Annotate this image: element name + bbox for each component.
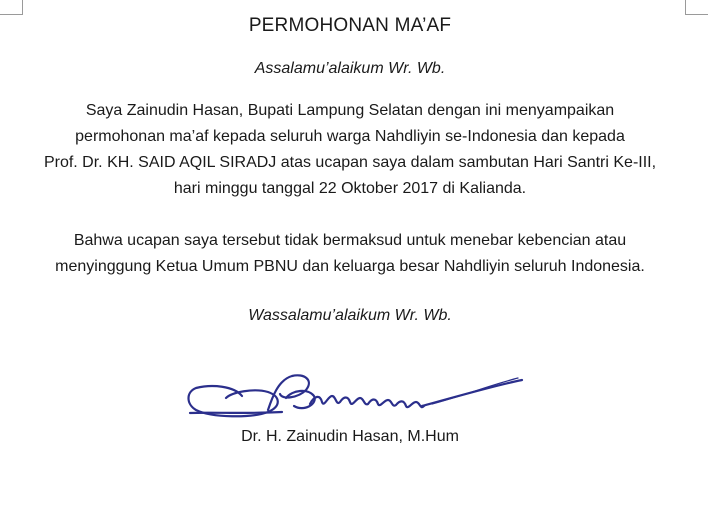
paragraph-line: menyinggung Ketua Umum PBNU dan keluarga besar Nahdliyin seluruh Indonesia. — [55, 258, 645, 275]
closing-greeting: Wassalamu’alaikum Wr. Wb. — [248, 307, 452, 324]
paragraph-line: hari minggu tanggal 22 Oktober 2017 di Kalianda. — [173, 180, 527, 197]
paragraph-line: permohonan ma’af kepada seluruh warga Nahdliyin se-Indonesia dan kepada — [75, 128, 625, 145]
paragraph-line: Prof. Dr. KH. SAID AQIL SIRADJ atas ucapan saya dalam sambutan Hari Santri Ke-III, — [43, 154, 657, 171]
opening-greeting: Assalamu’alaikum Wr. Wb. — [254, 60, 446, 77]
handwritten-signature — [182, 368, 532, 422]
paragraph-clarification — [0, 228, 700, 280]
paragraph-line: Saya Zainudin Hasan, Bupati Lampung Selatan dengan ini menyampaikan — [85, 102, 615, 119]
paragraph-line: Bahwa ucapan saya tersebut tidak bermaksud untuk menebar kebencian atau — [73, 232, 627, 249]
signer-name: Dr. H. Zainudin Hasan, M.Hum — [241, 428, 459, 445]
paragraph-apology — [0, 98, 700, 202]
document-title: PERMOHONAN MA’AF — [248, 15, 452, 36]
page-corner-mark-left — [0, 0, 23, 15]
page-corner-mark-right — [685, 0, 708, 15]
